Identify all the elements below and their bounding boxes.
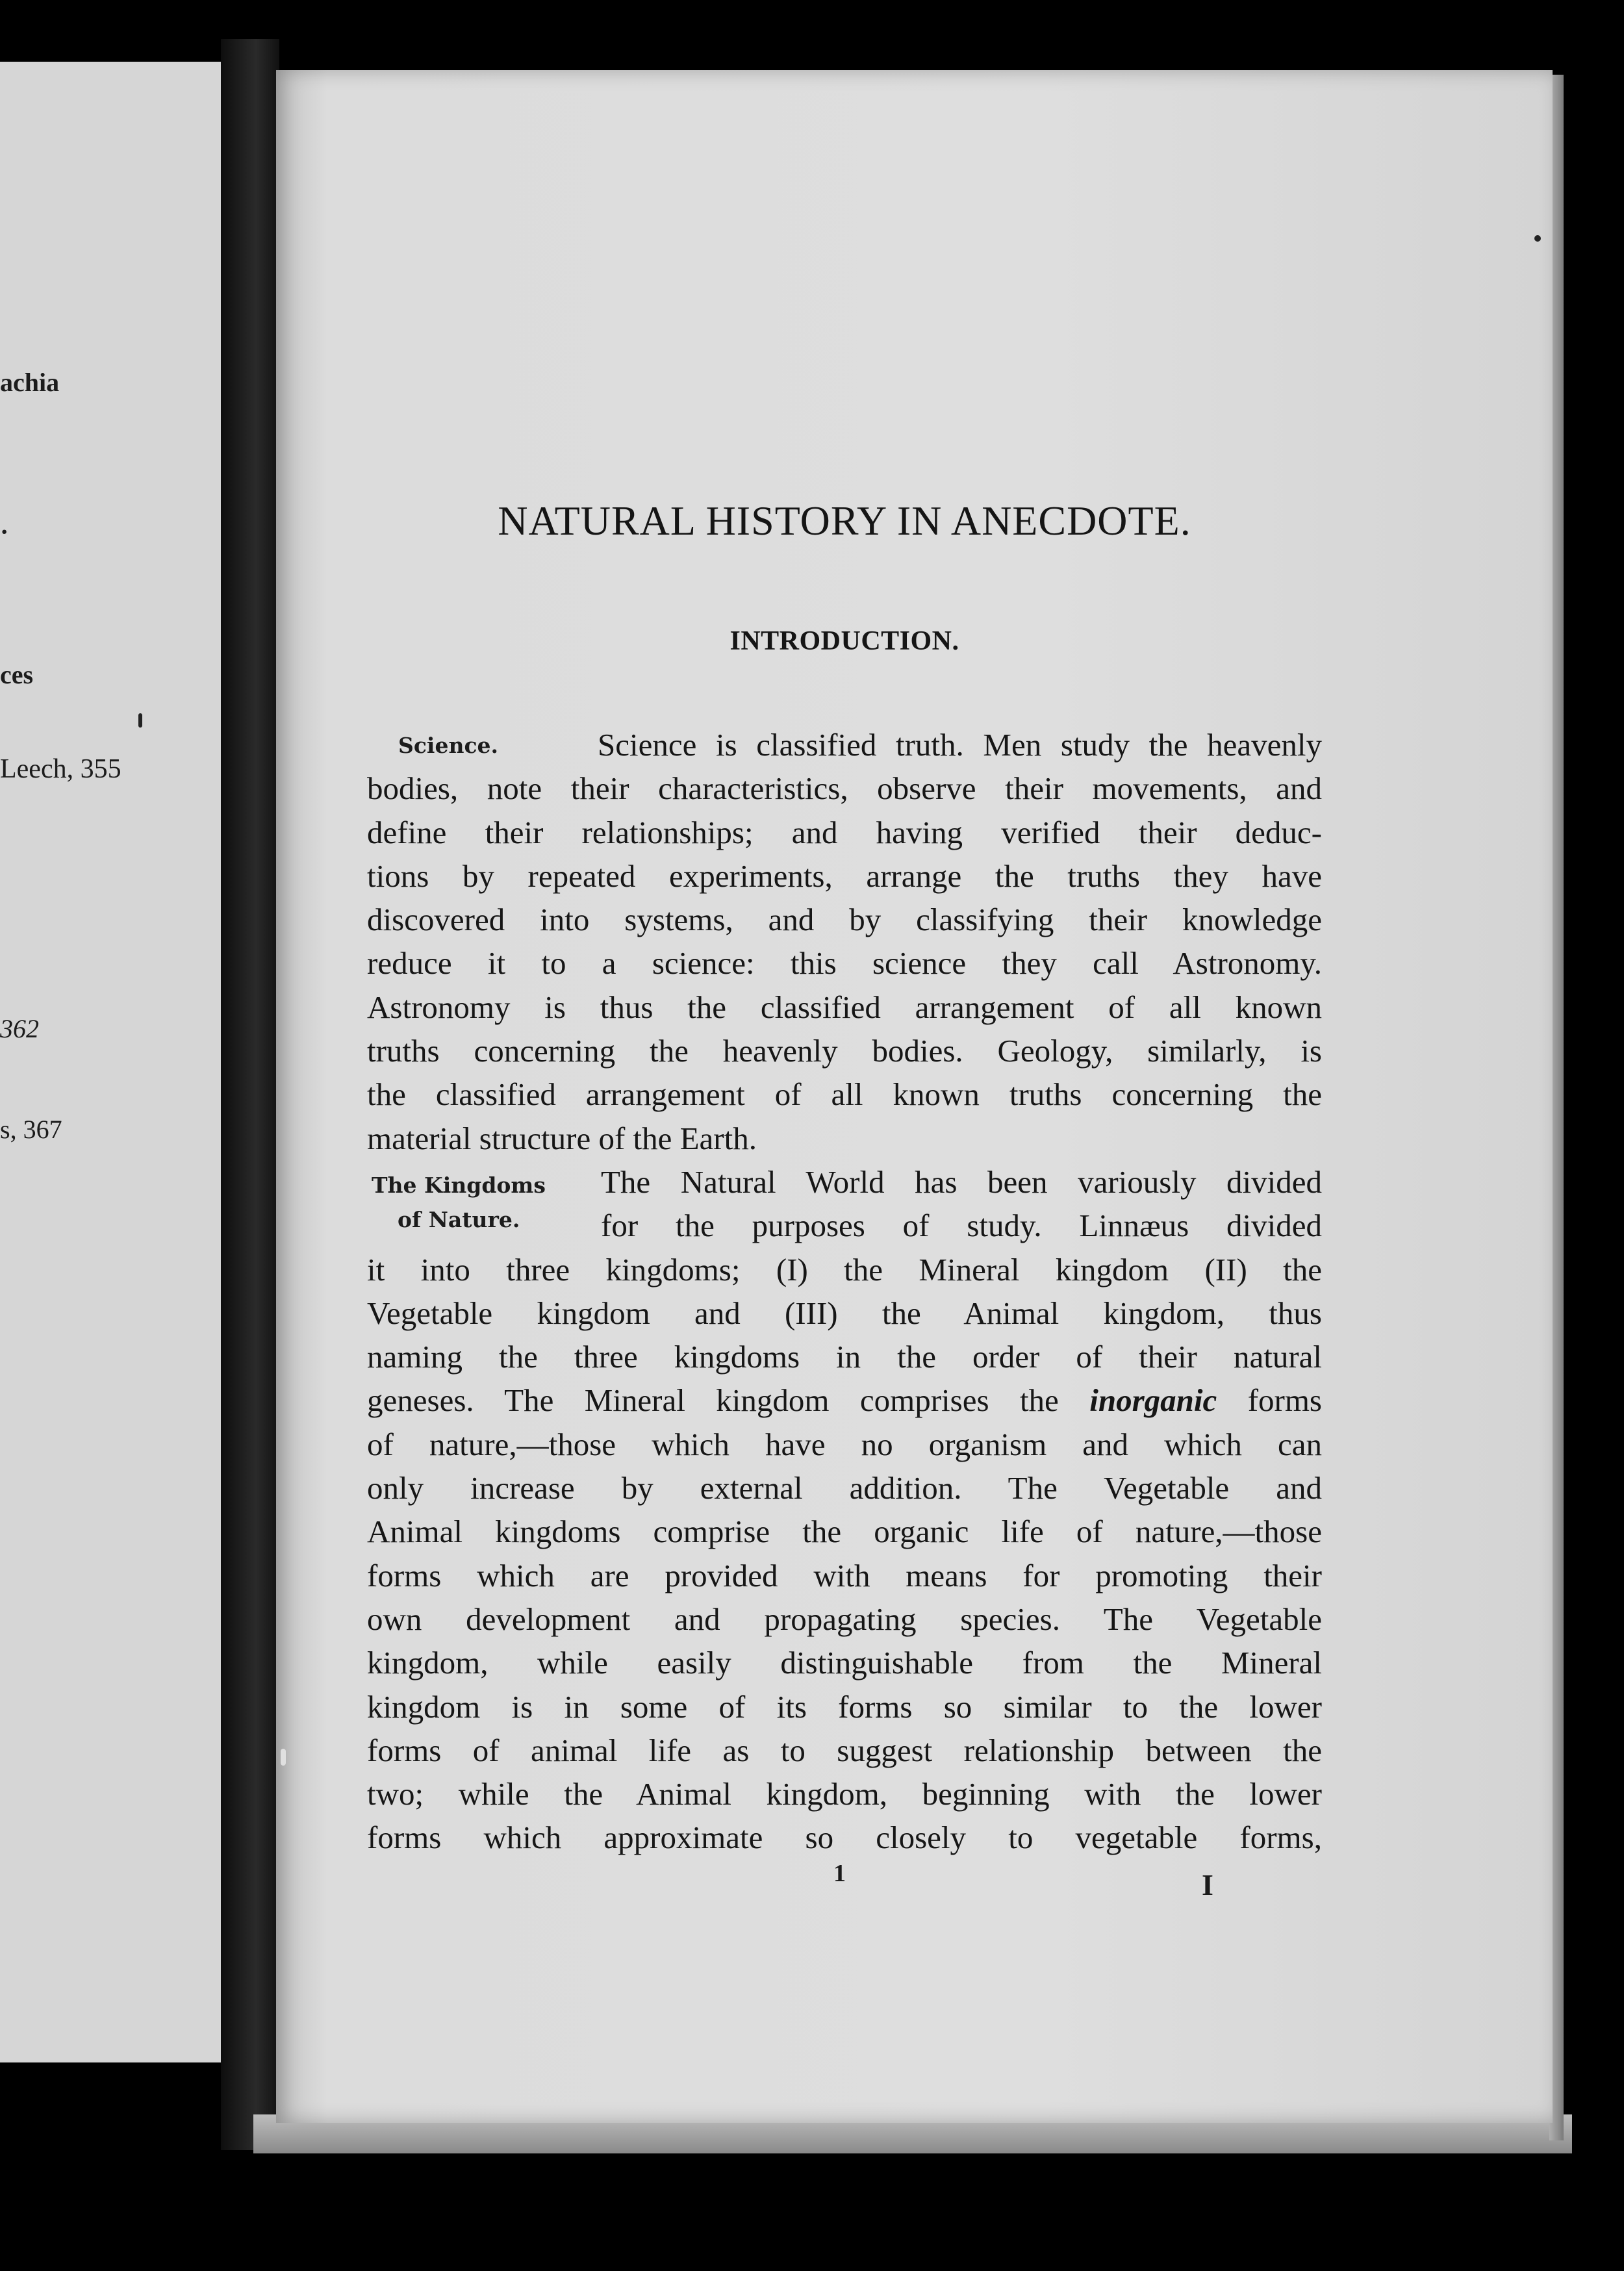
paragraph-line: material structure of the Earth. [367,1120,757,1156]
paragraph-line: of nature,—those which have no organism and which can [367,1426,1322,1462]
paragraph-line: Science is classified truth. Men study the heavenly [598,727,1322,763]
paragraph-line: Astronomy is thus the classified arrangement of all known [367,989,1322,1025]
paragraph-line-mixed [367,1378,1322,1422]
index-fragment-362: 362 [0,1014,39,1043]
index-fragment-367: s, 367 [0,1115,62,1144]
paragraph-line: for the purposes of study. Linnæus divided [601,1208,1322,1244]
index-fragment-dot: · [0,517,9,546]
signature-mark-left: 1 [833,1860,846,1887]
paragraph-line: truths concerning the heavenly bodies. Geology, similarly, is [367,1033,1322,1069]
paragraph-kingdoms [367,1160,1322,1860]
paragraph-line: kingdom, while easily distinguishable from the Mineral [367,1645,1322,1681]
index-fragment-ces: ces [0,660,34,689]
sidenote-science: Science. [398,733,499,758]
sidenote-kingdoms-line2: of Nature. [398,1207,520,1232]
paragraph-line: Animal kingdoms comprise the organic life of nature,—those [367,1514,1322,1550]
paragraph-line: it into three kingdoms; (I) the Mineral kingdom (II) the [367,1251,1322,1288]
paragraph-line: kingdom is in some of its forms so similar to the lower [367,1688,1322,1725]
paragraph-line: discovered into systems, and by classifying their knowledge [367,902,1322,938]
paragraph-line: only increase by external addition. The Vegetable and [367,1470,1322,1506]
section-title: INTRODUCTION. [730,626,959,656]
paragraph-line: two; while the Animal kingdom, beginning with the lower [367,1776,1322,1812]
index-fragment-achia: achia [0,368,60,397]
paper-speck [138,713,142,728]
paragraph-line: reduce it to a science: this science they call Astronomy. [367,945,1322,982]
paragraph-line: the classified arrangement of all known truths concerning the [367,1076,1322,1113]
paragraph-line: forms which are provided with means for promoting their [367,1557,1322,1593]
paragraph-line: The Natural World has been variously divided [601,1164,1322,1200]
paragraph-line: define their relationships; and having verified their deduc- [367,814,1322,850]
paragraph-science [367,723,1322,1160]
previous-page-fragment [0,62,221,2062]
paragraph-line: bodies, note their characteristics, observe their movements, and [367,770,1322,807]
paragraph-line: naming the three kingdoms in the order of their natural [367,1339,1322,1375]
paragraph-text: geneses. The Mineral kingdom comprises the [367,1382,1059,1419]
page-title: NATURAL HISTORY IN ANECDOTE. [498,498,1191,544]
paragraph-text: forms [1247,1382,1323,1419]
paragraph-line: forms of animal life as to suggest relationship between the [367,1732,1322,1768]
paper-speck [281,1749,286,1766]
paragraph-line: own development and propagating species. The Vegetable [367,1601,1322,1637]
emphasis-inorganic: inorganic [1089,1382,1217,1419]
paragraph-line: tions by repeated experiments, arrange the truths they have [367,857,1322,894]
signature-mark-right: I [1202,1868,1213,1901]
paper-speck [1534,235,1541,242]
book-gutter [221,39,279,2150]
sidenote-kingdoms-line1: The Kingdoms [372,1173,546,1198]
index-fragment-leech: Leech, 355 [0,754,121,784]
paragraph-line: forms which approximate so closely to vegetable forms, [367,1820,1322,1856]
paragraph-line: Vegetable kingdom and (III) the Animal kingdom, thus [367,1295,1322,1331]
